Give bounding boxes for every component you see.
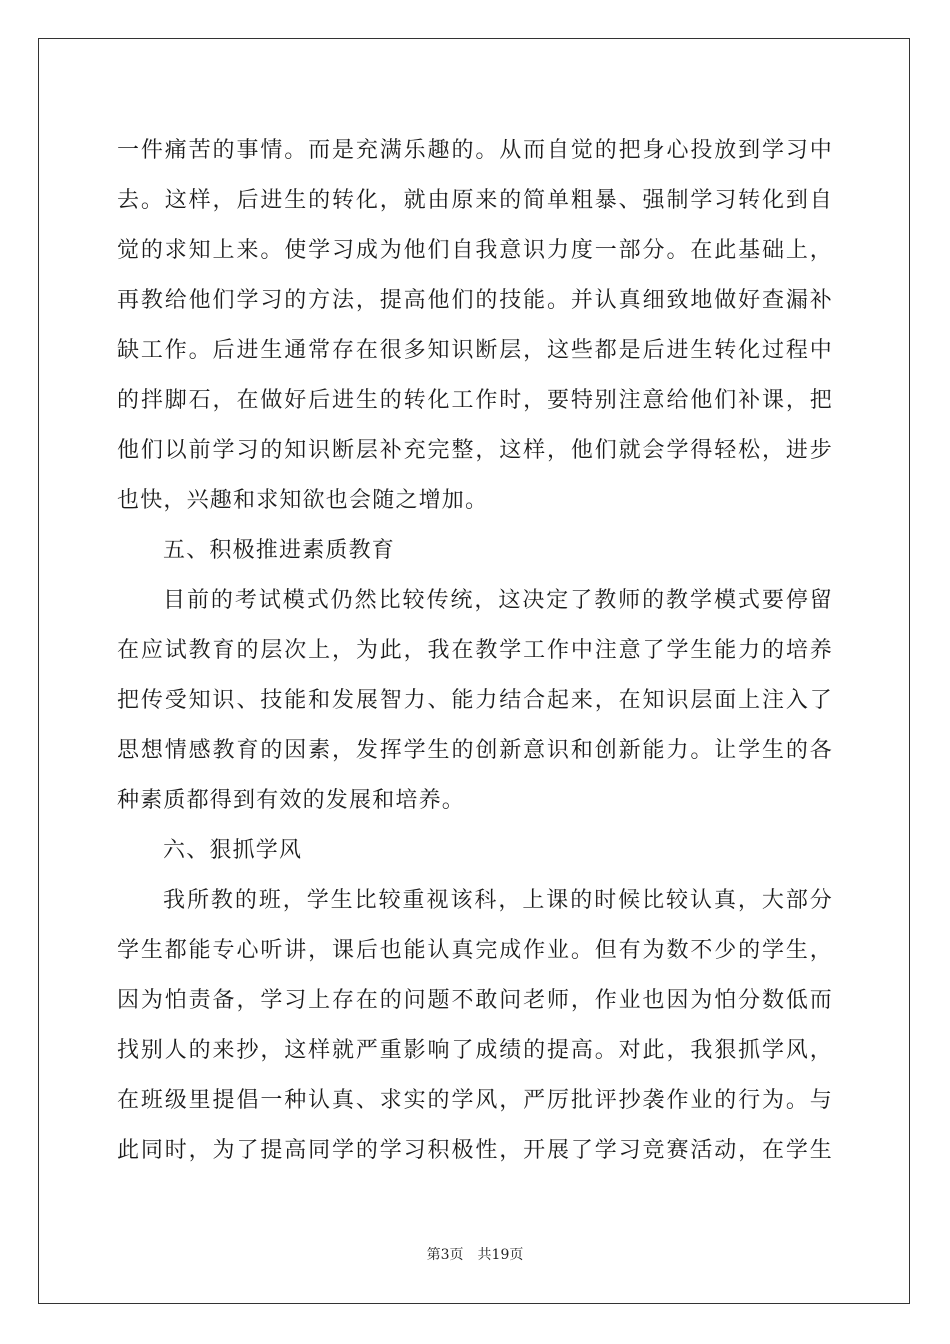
paragraph-2: [117, 576, 833, 826]
text-line: 去。这样，后进生的转化，就由原来的简单粗暴、强制学习转化到自: [117, 188, 833, 213]
text-line: 他们以前学习的知识断层补充完整，这样，他们就会学得轻松，进步: [117, 438, 833, 463]
text-line: 把传受知识、技能和发展智力、能力结合起来，在知识层面上注入了: [117, 688, 833, 713]
text-line: 找别人的来抄，这样就严重影响了成绩的提高。对此，我狠抓学风，: [117, 1038, 833, 1063]
text-line: 目前的考试模式仍然比较传统，这决定了教师的教学模式要停留: [163, 588, 833, 613]
text-line: 也快，兴趣和求知欲也会随之增加。: [117, 488, 489, 513]
section-heading-6: 六、狠抓学风: [163, 838, 303, 863]
section-heading-5: 五、积极推进素质教育: [163, 538, 396, 563]
text-line: 再教给他们学习的方法，提高他们的技能。并认真细致地做好查漏补: [117, 288, 833, 313]
paragraph-3: [117, 876, 833, 1176]
text-line: 在应试教育的层次上，为此，我在教学工作中注意了学生能力的培养: [117, 638, 833, 663]
text-line: 缺工作。后进生通常存在很多知识断层，这些都是后进生转化过程中: [117, 338, 833, 363]
text-line: 思想情感教育的因素，发挥学生的创新意识和创新能力。让学生的各: [117, 738, 833, 763]
page-number: 第3页: [426, 1247, 464, 1263]
paragraph-1: [117, 126, 833, 526]
text-line: 因为怕责备，学习上存在的问题不敢问老师，作业也因为怕分数低而: [117, 988, 833, 1013]
text-line: 学生都能专心听讲，课后也能认真完成作业。但有为数不少的学生，: [117, 938, 833, 963]
text-line: 在班级里提倡一种认真、求实的学风，严厉批评抄袭作业的行为。与: [117, 1088, 833, 1113]
text-line: 种素质都得到有效的发展和培养。: [117, 788, 466, 813]
text-line: 一件痛苦的事情。而是充满乐趣的。从而自觉的把身心投放到学习中: [117, 138, 833, 163]
text-line: 觉的求知上来。使学习成为他们自我意识力度一部分。在此基础上，: [117, 238, 833, 263]
text-line: 此同时，为了提高同学的学习积极性，开展了学习竞赛活动，在学生: [117, 1138, 833, 1163]
document-body: [117, 126, 833, 1176]
page-total: 共19页: [477, 1247, 524, 1263]
text-line: 我所教的班，学生比较重视该科，上课的时候比较认真，大部分: [163, 888, 833, 913]
text-line: 的拌脚石，在做好后进生的转化工作时，要特别注意给他们补课，把: [117, 388, 833, 413]
page-footer: [0, 1244, 950, 1264]
